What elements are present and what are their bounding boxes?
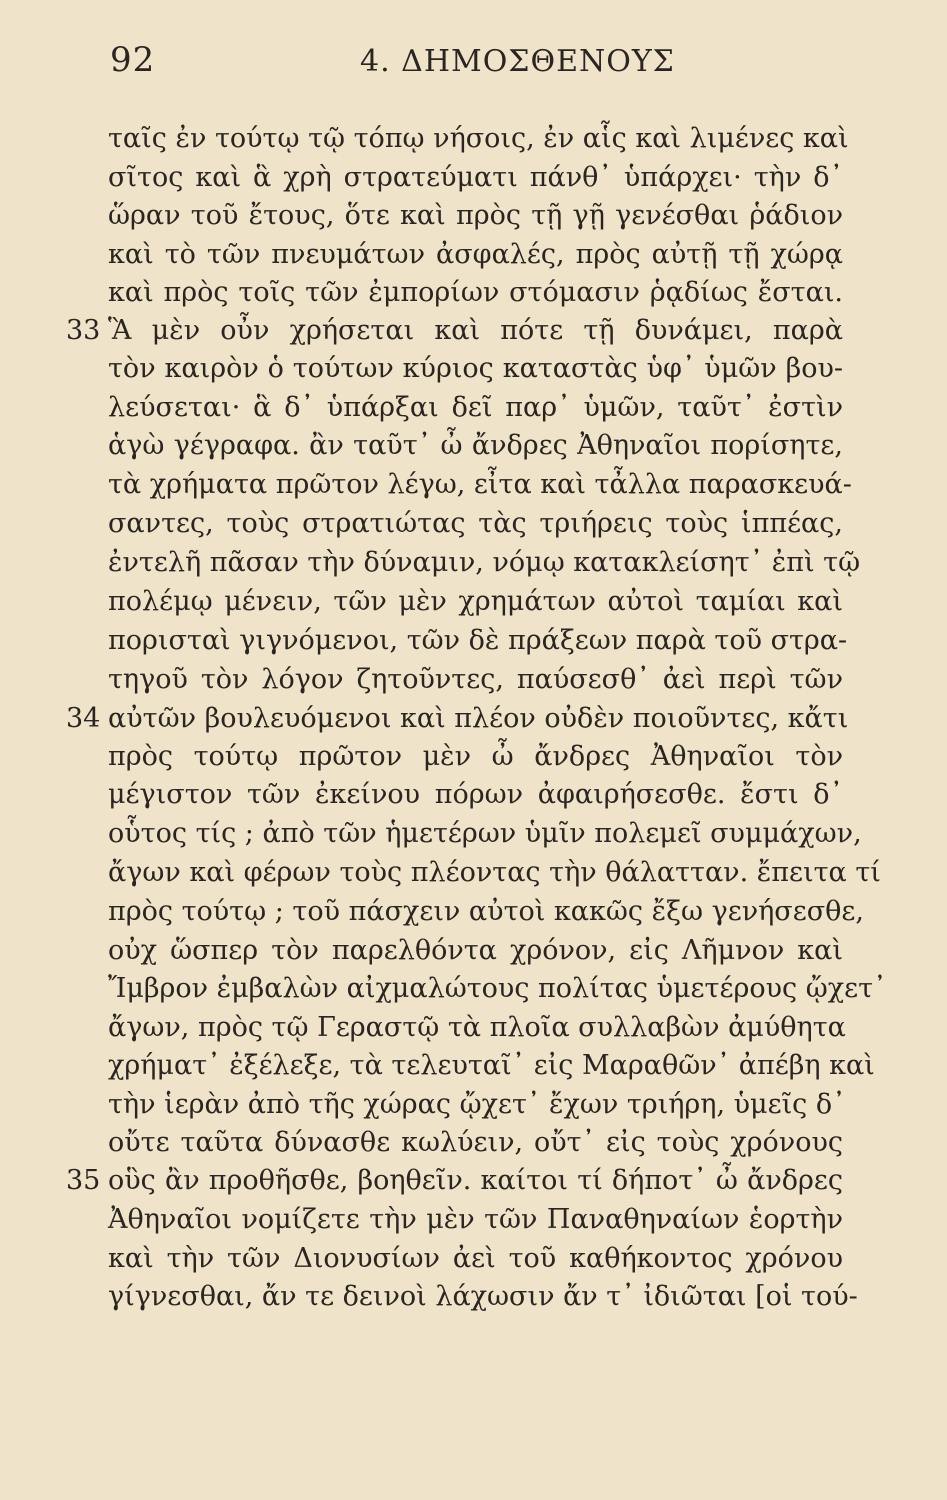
text-line: Ἀθηναῖοι νομίζετε τὴν μὲν τῶν Παναθηναίων ἑορτὴν (108, 1204, 843, 1235)
text-line: μέγιστον τῶν ἐκείνου πόρων ἀφαιρήσεσθε. ἔστι δ᾽ (108, 779, 843, 810)
section-number: 35 (66, 1165, 101, 1196)
text-line: ταῖς ἐν τούτῳ τῷ τόπῳ νήσοις, ἐν αἷς καὶ λιμένες καὶ (108, 123, 849, 154)
running-head: 4. ΔΗΜΟΣΘΕΝΟΥΣ (360, 44, 675, 79)
text-line: οὔτε ταῦτα δύνασθε κωλύειν, οὔτ᾽ εἰς τοὺς χρόνους (108, 1127, 843, 1158)
text-line: καὶ τὴν τῶν Διονυσίων ἀεὶ τοῦ καθήκοντος χρόνου (108, 1243, 843, 1274)
text-line: Ἃ μὲν οὖν χρήσεται καὶ πότε τῇ δυνάμει, παρὰ (108, 315, 843, 346)
section-number: 34 (66, 703, 101, 734)
text-line: Ἴμβρον ἐμβαλὼν αἰχμαλώτους πολίτας ὑμετέρους ᾤχετ᾽ (108, 973, 887, 1004)
text-line: τὸν καιρὸν ὁ τούτων κύριος καταστὰς ὑφ᾽ ὑμῶν βου- (108, 353, 843, 384)
text-line: πρὸς τούτῳ πρῶτον μὲν ὦ ἄνδρες Ἀθηναῖοι τὸν (108, 741, 843, 772)
text-line: πορισταὶ γιγνόμενοι, τῶν δὲ πράξεων παρὰ τοῦ στρα- (108, 625, 848, 656)
text-line: σῖτος καὶ ἃ χρὴ στρατεύματι πάνθ᾽ ὑπάρχει· τὴν δ᾽ (108, 162, 843, 193)
text-line: καὶ τὸ τῶν πνευμάτων ἀσφαλές, πρὸς αὐτῇ τῇ χώρᾳ (108, 239, 843, 270)
text-line: ἐντελῆ πᾶσαν τὴν δύναμιν, νόμῳ κατακλείσητ᾽ ἐπὶ τῷ (108, 547, 861, 578)
text-line: ὥραν τοῦ ἔτους, ὅτε καὶ πρὸς τῇ γῇ γενέσθαι ῥάδιον (108, 200, 843, 231)
section-number: 33 (66, 315, 101, 346)
text-line: πολέμῳ μένειν, τῶν μὲν χρημάτων αὐτοὶ ταμίαι καὶ (108, 586, 843, 617)
text-line: χρήματ᾽ ἐξέλεξε, τὰ τελευταῖ᾽ εἰς Μαραθῶν᾽ ἀπέβη καὶ (108, 1050, 875, 1081)
text-line: πρὸς τούτῳ ; τοῦ πάσχειν αὐτοὶ κακῶς ἔξω γενήσεσθε, (108, 896, 864, 927)
text-line: λεύσεται· ἃ δ᾽ ὑπάρξαι δεῖ παρ᾽ ὑμῶν, ταῦτ᾽ ἐστὶν (108, 392, 843, 423)
text-line: οὓς ἂν προθῆσθε, βοηθεῖν. καίτοι τί δήποτ᾽ ὦ ἄνδρες (108, 1165, 843, 1196)
text-line: ἄγων καὶ φέρων τοὺς πλέοντας τὴν θάλατταν. ἔπειτα τί (108, 857, 881, 888)
text-line: σαντες, τοὺς στρατιώτας τὰς τριήρεις τοὺς ἱππέας, (108, 508, 843, 539)
text-line: αὐτῶν βουλευόμενοι καὶ πλέον οὐδὲν ποιοῦντες, κἄτι (108, 703, 849, 734)
text-line: τὰ χρήματα πρῶτον λέγω, εἶτα καὶ τἆλλα παρασκευά- (108, 469, 852, 500)
text-line: ἁγὼ γέγραφα. ἂν ταῦτ᾽ ὦ ἄνδρες Ἀθηναῖοι πορίσητε, (108, 430, 843, 461)
text-line: γίγνεσθαι, ἄν τε δεινοὶ λάχωσιν ἄν τ᾽ ἰδιῶται [οἱ τού- (108, 1281, 858, 1312)
text-line: ἄγων, πρὸς τῷ Γεραστῷ τὰ πλοῖα συλλαβὼν ἀμύθητα (108, 1012, 846, 1043)
text-line: καὶ πρὸς τοῖς τῶν ἐμπορίων στόμασιν ῥᾳδίως ἔσται. (108, 277, 843, 308)
text-line: οὗτος τίς ; ἀπὸ τῶν ἡμετέρων ὑμῖν πολεμεῖ συμμάχων, (108, 818, 862, 849)
text-line: τὴν ἱερὰν ἀπὸ τῆς χώρας ᾤχετ᾽ ἔχων τριήρη, ὑμεῖς δ᾽ (108, 1089, 846, 1120)
text-line: τηγοῦ τὸν λόγον ζητοῦντες, παύσεσθ᾽ ἀεὶ περὶ τῶν (108, 664, 843, 695)
text-line: οὐχ ὥσπερ τὸν παρελθόντα χρόνον, εἰς Λῆμνον καὶ (108, 935, 843, 966)
page-number: 92 (110, 40, 156, 80)
